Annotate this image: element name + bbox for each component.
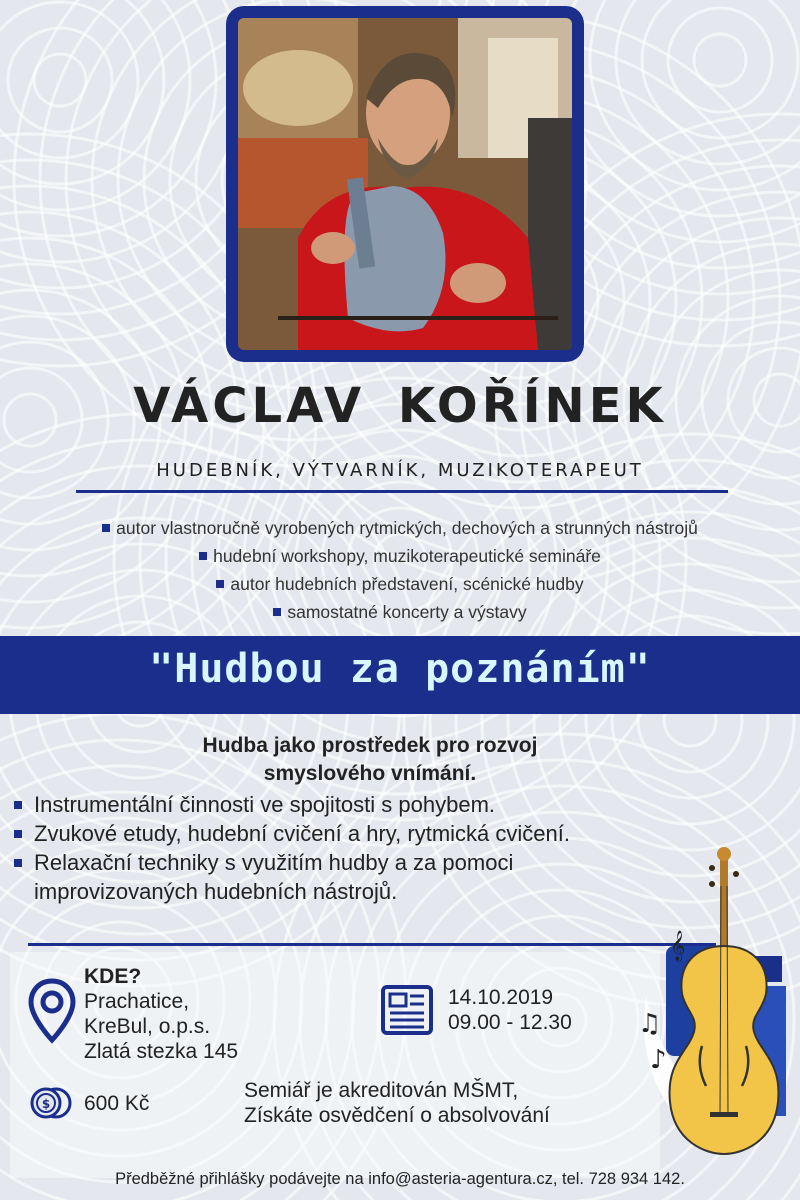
bullet-icon [216, 580, 224, 588]
certificate-line: Získáte osvědčení o absolvování [244, 1104, 550, 1127]
divider [76, 490, 728, 493]
performer-professions: HUDEBNÍK, VÝTVARNÍK, MUZIKOTERAPEUT [156, 460, 644, 481]
svg-text:♪: ♪ [650, 1045, 667, 1075]
bullet-icon [102, 524, 110, 532]
where-organization: KreBul, o.p.s. [84, 1015, 211, 1038]
bullet-icon [14, 859, 22, 867]
cello-icon [636, 846, 792, 1164]
svg-text:𝄞: 𝄞 [670, 931, 686, 961]
event-title: "Hudbou za poznáním" [149, 646, 651, 692]
list-item: autor hudebních představení, scénické hudby [0, 570, 800, 598]
program-heading: Hudba jako prostředek pro rozvoj smyslového vnímání. [202, 734, 538, 785]
portrait-photo [238, 18, 572, 350]
divider [28, 943, 716, 946]
event-time: 09.00 - 12.30 [448, 1011, 572, 1034]
registration-info: Předběžné přihlášky podávejte na info@asteria-agentura.cz, tel. 728 934 142. [115, 1170, 685, 1188]
bullet-icon [199, 552, 207, 560]
list-item: improvizovaných hudebních nástrojů. [34, 879, 398, 904]
list-item: Relaxační techniky s využitím hudby a za pomoci [12, 848, 752, 877]
svg-text:$: $ [41, 1097, 51, 1111]
bullet-icon [14, 801, 22, 809]
portrait-frame [226, 6, 584, 362]
newspaper-icon [380, 984, 434, 1036]
event-title-banner [0, 636, 800, 714]
location-pin-icon [28, 978, 76, 1044]
where-city: Prachatice, [84, 990, 190, 1013]
where-label: KDE? [84, 965, 142, 988]
bullet-icon [273, 608, 281, 616]
list-item: Zvukové etudy, hudební cvičení a hry, rytmická cvičení. [12, 819, 752, 848]
list-item: hudební workshopy, muzikoterapeutické semináře [0, 542, 800, 570]
performer-name: VÁCLAV KOŘÍNEK [133, 378, 667, 434]
accreditation-line: Semiář je akreditován MŠMT, [244, 1079, 519, 1102]
list-item: autor vlastnoručně vyrobených rytmických, dechových a strunných nástrojů [0, 514, 800, 542]
about-list [0, 514, 800, 626]
coins-icon [28, 1085, 74, 1121]
event-date: 14.10.2019 [448, 986, 554, 1009]
bullet-icon [14, 830, 22, 838]
list-item: samostatné koncerty a výstavy [0, 598, 800, 626]
price: 600 Kč [84, 1092, 150, 1115]
list-item: Instrumentální činnosti ve spojitosti s pohybem. [12, 790, 752, 819]
where-address: Zlatá stezka 145 [84, 1040, 239, 1063]
svg-text:♫: ♫ [638, 1009, 662, 1039]
